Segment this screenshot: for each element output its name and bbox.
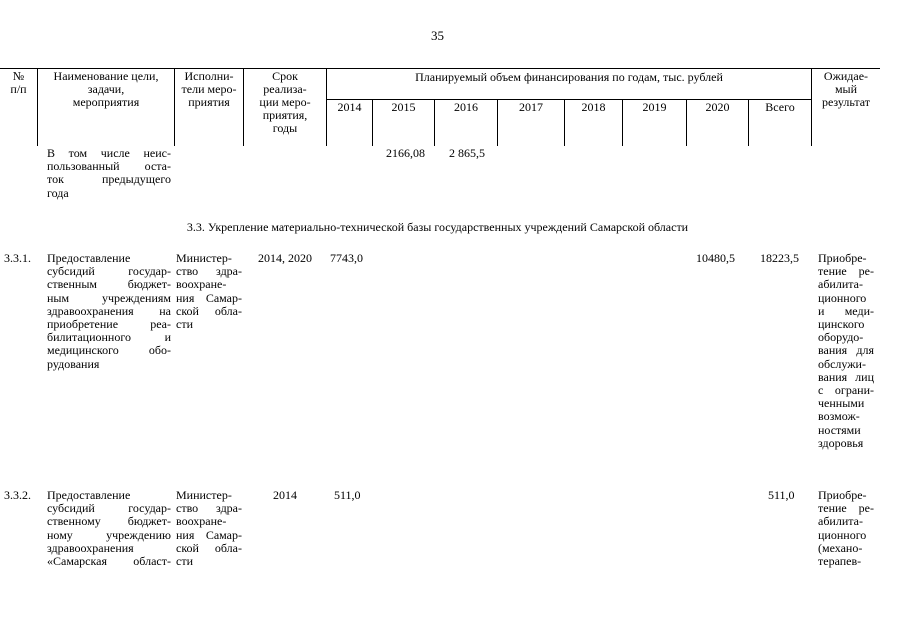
header-total: Всего — [765, 100, 795, 114]
row-result-line: с ограни- — [818, 383, 874, 398]
row-result-line: тение ре- — [818, 501, 874, 516]
header-year-2017: 2017 — [519, 100, 543, 114]
row-result-line: абилита- — [818, 277, 863, 292]
header-term-line: реализа- — [263, 82, 307, 96]
header-term-line: Срок — [272, 69, 298, 83]
row-name-line: здравоохранения на — [47, 303, 171, 318]
row-executor — [176, 489, 242, 568]
header-num — [0, 70, 37, 96]
row-result-line: ционного — [818, 290, 867, 305]
row-result-line: (механо- — [818, 540, 863, 555]
row-executor-line: ния Самар- — [176, 290, 242, 305]
row-name-line: ным учреждениям — [47, 290, 171, 305]
row-num: 3.3.2. — [4, 488, 31, 502]
header-year-2019: 2019 — [642, 100, 667, 114]
header-term — [244, 70, 326, 135]
row-executor-line: ской обла- — [176, 303, 242, 318]
row-result-line: возмож- — [818, 409, 860, 424]
row-result — [818, 489, 874, 568]
row-name-line: медицинского обо- — [47, 343, 171, 358]
row-executor — [176, 252, 242, 331]
row-unused-name — [47, 147, 171, 200]
row-result-line: оборудо- — [818, 330, 864, 345]
row-name-line: здравоохранения — [47, 540, 134, 555]
row-name — [47, 489, 171, 568]
row-result-line: ностями — [818, 422, 861, 437]
header-result-line: результат — [821, 95, 871, 109]
row-unused-name-line: года — [47, 185, 69, 200]
header-result-line: мый — [834, 82, 858, 96]
header-executor — [175, 70, 243, 109]
row-result — [818, 252, 874, 450]
row-result-line: вания для — [818, 343, 874, 358]
row-executor-line: Министер- — [176, 251, 232, 265]
row-name-line: субсидий государ- — [47, 264, 171, 279]
row-executor-line: ской обла- — [176, 540, 242, 555]
header-term-line: приятия, — [262, 108, 308, 122]
header-name-line: Наименование цели, — [53, 69, 159, 83]
row-result-line: Приобре- — [818, 488, 867, 502]
row-name-line: билитационного и — [47, 330, 171, 345]
row-executor-line: сти — [176, 554, 193, 569]
header-name-line: задачи, — [87, 82, 125, 96]
row-name-line: приобретение реа- — [47, 317, 171, 332]
header-name-line: мероприятия — [72, 95, 140, 109]
row-executor-line: Министер- — [176, 488, 232, 502]
row-name-line: Предоставление — [47, 488, 131, 502]
row-name-line: ному учреждению — [47, 527, 171, 542]
row-result-line: обслужи- — [818, 356, 866, 371]
row-name-line: ственным бюджет- — [47, 277, 171, 292]
row-executor-line: ство здра- — [176, 501, 242, 516]
row-value-2014: 7743,0 — [330, 251, 363, 265]
row-name-line: «Самарская област- — [47, 554, 171, 569]
row-name-line: ственному бюджет- — [47, 514, 171, 529]
row-unused-2016: 2 865,5 — [449, 146, 485, 160]
row-unused-name-line: пользованный оста- — [47, 159, 171, 174]
row-name-line: субсидий государ- — [47, 501, 171, 516]
row-result-line: и меди- — [818, 303, 874, 318]
row-executor-line: воохране- — [176, 277, 227, 292]
header-num-line: п/п — [10, 82, 27, 96]
row-result-line: цинского — [818, 317, 865, 332]
row-result-line: Приобре- — [818, 251, 867, 265]
row-unused-name-line: ток предыдущего — [47, 172, 171, 187]
header-result-line: Ожидае- — [823, 69, 869, 83]
section-title: 3.3. Укрепление материально-технической базы государственных учреждений Самарской области — [186, 220, 689, 234]
header-executor-line: Исполни- — [184, 69, 234, 83]
row-result-line: терапев- — [818, 554, 862, 569]
table-header — [0, 68, 880, 146]
row-unused-name-line: В том числе неис- — [47, 146, 171, 160]
header-executor-line: тели меро- — [181, 82, 237, 96]
header-funding-title: Планируемый объем финансирования по годам, тыс. рублей — [415, 70, 723, 84]
row-name — [47, 252, 171, 371]
page-number: 35 — [431, 28, 444, 43]
row-value-2020: 10480,5 — [696, 251, 735, 265]
row-term: 2014 — [273, 488, 297, 502]
row-executor-line: воохране- — [176, 514, 227, 529]
row-executor-line: ния Самар- — [176, 527, 242, 542]
row-term: 2014, 2020 — [258, 251, 312, 265]
row-executor-line: сти — [176, 317, 193, 332]
row-result-line: тение ре- — [818, 264, 874, 279]
header-name — [38, 70, 174, 109]
row-result-line: ченными — [818, 396, 865, 411]
row-num: 3.3.1. — [4, 251, 31, 265]
row-value-2014: 511,0 — [334, 488, 361, 502]
header-year-2015: 2015 — [391, 100, 416, 114]
header-year-2016: 2016 — [454, 100, 478, 114]
header-year-2018: 2018 — [581, 100, 606, 114]
header-term-line: годы — [272, 121, 298, 135]
row-executor-line: ство здра- — [176, 264, 242, 279]
row-unused-2015: 2166,08 — [386, 146, 425, 160]
row-name-line: Предоставление — [47, 251, 131, 265]
header-year-2020: 2020 — [705, 100, 730, 114]
row-total: 511,0 — [768, 488, 795, 502]
header-executor-line: приятия — [188, 95, 230, 109]
header-result — [812, 70, 880, 109]
header-year-2014: 2014 — [337, 100, 362, 114]
row-result-line: ционного — [818, 527, 867, 542]
header-term-line: ции меро- — [259, 95, 311, 109]
row-total: 18223,5 — [760, 251, 799, 265]
row-result-line: вания лиц — [818, 369, 874, 384]
row-result-line: здоровья — [818, 435, 864, 450]
row-result-line: абилита- — [818, 514, 863, 529]
header-num-line: № — [12, 69, 25, 83]
row-name-line: рудования — [47, 356, 100, 371]
